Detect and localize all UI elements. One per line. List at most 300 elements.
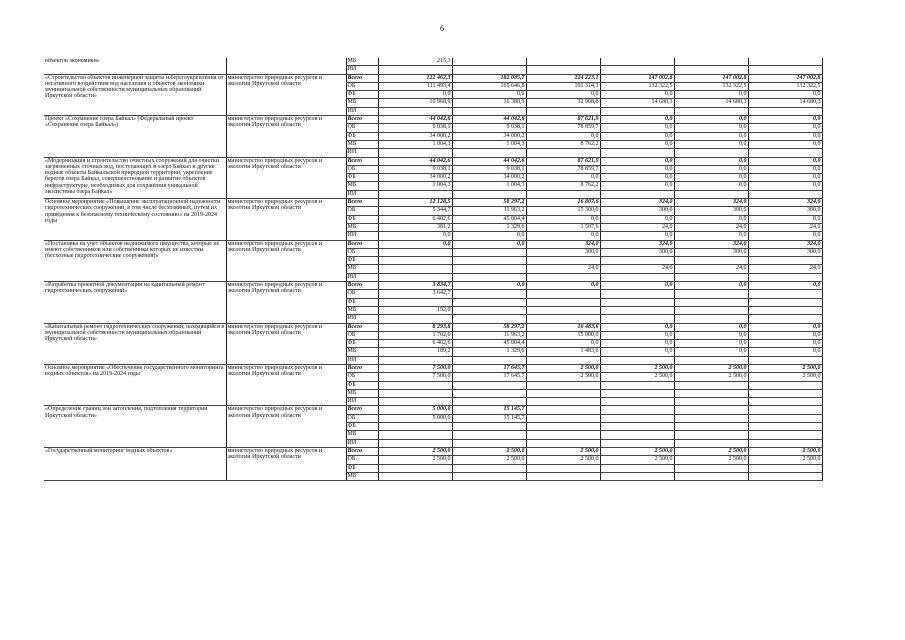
amount-cell: 0,0 bbox=[674, 182, 748, 190]
amount-cell: 2 500,0 bbox=[748, 447, 822, 455]
amount-cell bbox=[452, 423, 526, 431]
table-row bbox=[44, 157, 822, 165]
amount-cell: 0,0 bbox=[378, 232, 452, 240]
amount-cell: 6 402,6 bbox=[378, 215, 452, 223]
amount-cell: 7 500,0 bbox=[378, 373, 452, 381]
amount-cell: 2 500,0 bbox=[526, 373, 600, 381]
amount-cell: 8 293,8 bbox=[378, 323, 452, 331]
amount-cell bbox=[748, 298, 822, 306]
amount-cell: 1 507,6 bbox=[526, 223, 600, 231]
amount-cell bbox=[526, 273, 600, 281]
amount-cell: 182 035,7 bbox=[452, 74, 526, 82]
funding-source-cell: ИИ bbox=[346, 439, 378, 447]
amount-cell bbox=[748, 290, 822, 298]
amount-cell bbox=[674, 298, 748, 306]
amount-cell: 15 300,0 bbox=[526, 207, 600, 215]
amount-cell: 324,0 bbox=[600, 240, 674, 248]
funding-source-cell: Всего bbox=[346, 406, 378, 414]
amount-cell: 0,0 bbox=[748, 232, 822, 240]
amount-cell bbox=[600, 306, 674, 314]
funding-source-cell: МБ bbox=[346, 472, 378, 480]
amount-cell: 16 483,6 bbox=[526, 323, 600, 331]
amount-cell bbox=[452, 190, 526, 198]
amount-cell: 324,0 bbox=[674, 199, 748, 207]
funding-source-cell: МБ bbox=[346, 431, 378, 439]
funding-source-cell: ФБ bbox=[346, 298, 378, 306]
amount-cell: 24,0 bbox=[526, 265, 600, 273]
amount-cell: 0,0 bbox=[600, 132, 674, 140]
amount-cell: 0,0 bbox=[674, 157, 748, 165]
amount-cell: 0,0 bbox=[600, 232, 674, 240]
amount-cell: 0,0 bbox=[452, 232, 526, 240]
amount-cell bbox=[452, 290, 526, 298]
amount-cell bbox=[378, 356, 452, 364]
table-row bbox=[44, 58, 822, 66]
amount-cell: 2 500,0 bbox=[526, 364, 600, 372]
responsible-executor-cell: министерство природных ресурсов и экологии Иркутской области bbox=[226, 199, 346, 240]
amount-cell bbox=[748, 356, 822, 364]
amount-cell: 1 004,3 bbox=[452, 182, 526, 190]
event-name-cell: «Капитальный ремонт гидротехнических сооружений, находящийся в муниципальной собственности муниципальных образований Иркутской области» bbox=[44, 323, 226, 364]
amount-cell: 0,0 bbox=[748, 91, 822, 99]
funding-source-cell: Всего bbox=[346, 157, 378, 165]
amount-cell: 24,0 bbox=[600, 223, 674, 231]
amount-cell: 5 000,0 bbox=[378, 406, 452, 414]
amount-cell bbox=[674, 315, 748, 323]
amount-cell bbox=[600, 472, 674, 480]
amount-cell bbox=[600, 356, 674, 364]
amount-cell: 0,0 bbox=[748, 282, 822, 290]
amount-cell bbox=[378, 315, 452, 323]
amount-cell bbox=[748, 472, 822, 480]
funding-source-cell: ИИ bbox=[346, 398, 378, 406]
funding-source-cell: МБ bbox=[346, 140, 378, 148]
amount-cell: 0,0 bbox=[748, 340, 822, 348]
amount-cell: 16 388,9 bbox=[452, 99, 526, 107]
amount-cell: 1 329,6 bbox=[452, 223, 526, 231]
amount-cell bbox=[452, 381, 526, 389]
funding-source-cell: МБ bbox=[346, 99, 378, 107]
amount-cell bbox=[378, 265, 452, 273]
amount-cell bbox=[526, 414, 600, 422]
amount-cell: 0,0 bbox=[674, 282, 748, 290]
amount-cell: 0,0 bbox=[526, 282, 600, 290]
amount-cell: 324,0 bbox=[526, 240, 600, 248]
amount-cell: 2 500,0 bbox=[378, 447, 452, 455]
amount-cell: 44 042,6 bbox=[452, 157, 526, 165]
amount-cell: 45 004,4 bbox=[452, 215, 526, 223]
amount-cell: 0,0 bbox=[600, 215, 674, 223]
amount-cell: 0,0 bbox=[600, 165, 674, 173]
amount-cell: 1 004,3 bbox=[452, 140, 526, 148]
amount-cell bbox=[378, 423, 452, 431]
amount-cell: 324,0 bbox=[600, 199, 674, 207]
amount-cell bbox=[674, 431, 748, 439]
amount-cell: 12 128,5 bbox=[378, 199, 452, 207]
amount-cell bbox=[378, 273, 452, 281]
amount-cell: 0,0 bbox=[526, 91, 600, 99]
amount-cell: 300,0 bbox=[526, 248, 600, 256]
funding-source-cell: МБ bbox=[346, 182, 378, 190]
amount-cell bbox=[674, 257, 748, 265]
amount-cell bbox=[674, 381, 748, 389]
table-row bbox=[44, 74, 822, 82]
amount-cell: 122 462,3 bbox=[378, 74, 452, 82]
amount-cell bbox=[600, 406, 674, 414]
amount-cell: 132 322,5 bbox=[674, 82, 748, 90]
amount-cell: 16 807,6 bbox=[526, 199, 600, 207]
amount-cell: 2 500,0 bbox=[748, 364, 822, 372]
amount-cell bbox=[600, 298, 674, 306]
amount-cell: 9 038,1 bbox=[452, 124, 526, 132]
amount-cell: 58 297,2 bbox=[452, 323, 526, 331]
amount-cell: 300,0 bbox=[674, 207, 748, 215]
responsible-executor-cell: министерство природных ресурсов и экологии Иркутской области bbox=[226, 116, 346, 157]
event-name-cell: Основное мероприятие «Повышение эксплуатационной надежности гидротехнических сооружений, в том числе бесхозяйных, путем их приведения к безопасному техническому состоянию» на 2019-2024 годы bbox=[44, 199, 226, 240]
amount-cell bbox=[452, 464, 526, 472]
amount-cell bbox=[748, 306, 822, 314]
funding-source-cell: МБ bbox=[346, 223, 378, 231]
amount-cell: 24,0 bbox=[674, 223, 748, 231]
amount-cell: 1 329,6 bbox=[452, 348, 526, 356]
amount-cell bbox=[526, 315, 600, 323]
amount-cell: 0,0 bbox=[452, 282, 526, 290]
amount-cell bbox=[748, 464, 822, 472]
amount-cell bbox=[674, 306, 748, 314]
amount-cell bbox=[748, 439, 822, 447]
amount-cell bbox=[378, 66, 452, 74]
amount-cell: 0,0 bbox=[748, 116, 822, 124]
amount-cell: 45 004,4 bbox=[452, 340, 526, 348]
amount-cell: 78 859,7 bbox=[526, 124, 600, 132]
amount-cell bbox=[600, 381, 674, 389]
amount-cell bbox=[748, 107, 822, 115]
amount-cell: 0,0 bbox=[600, 340, 674, 348]
amount-cell: 0,0 bbox=[674, 140, 748, 148]
event-name-cell: «Постановка на учет объектов недвижимого имущества, которые не имеют собственников или собственники которых не известны (бесхозные гидротехнические сооружения)» bbox=[44, 240, 226, 281]
amount-cell bbox=[526, 356, 600, 364]
amount-cell: 1 004,3 bbox=[378, 182, 452, 190]
amount-cell bbox=[748, 273, 822, 281]
amount-cell: 11 963,2 bbox=[452, 207, 526, 215]
responsible-executor-cell: министерство природных ресурсов и экологии Иркутской области bbox=[226, 157, 346, 198]
table-row bbox=[44, 364, 822, 372]
amount-cell: 0,0 bbox=[674, 331, 748, 339]
amount-cell bbox=[526, 464, 600, 472]
amount-cell bbox=[526, 298, 600, 306]
amount-cell: 24,0 bbox=[748, 265, 822, 273]
amount-cell: 2 500,0 bbox=[674, 447, 748, 455]
amount-cell bbox=[378, 431, 452, 439]
amount-cell: 0,0 bbox=[674, 124, 748, 132]
amount-cell: 0,0 bbox=[600, 348, 674, 356]
amount-cell bbox=[674, 472, 748, 480]
amount-cell: 165 646,8 bbox=[452, 82, 526, 90]
amount-cell: 111 493,4 bbox=[378, 82, 452, 90]
amount-cell bbox=[526, 439, 600, 447]
amount-cell: 0,0 bbox=[600, 331, 674, 339]
amount-cell: 0,0 bbox=[674, 174, 748, 182]
amount-cell: 0,0 bbox=[748, 132, 822, 140]
event-name-cell: Проект «Сохранение озера Байкал» (Федеральный проект «Сохранение озера Байкал») bbox=[44, 116, 226, 157]
amount-cell: 24,0 bbox=[748, 223, 822, 231]
amount-cell: 0,0 bbox=[600, 140, 674, 148]
amount-cell: 0,0 bbox=[526, 174, 600, 182]
amount-cell bbox=[378, 389, 452, 397]
event-name-cell: «Разработка проектной документации на капитальный ремонт гидротехнических сооружений» bbox=[44, 282, 226, 323]
amount-cell: 87 621,9 bbox=[526, 157, 600, 165]
amount-cell bbox=[748, 398, 822, 406]
amount-cell: 0,0 bbox=[452, 240, 526, 248]
funding-source-cell: ФБ bbox=[346, 257, 378, 265]
amount-cell: 300,0 bbox=[748, 248, 822, 256]
amount-cell: 87 621,9 bbox=[526, 116, 600, 124]
funding-source-cell: МБ bbox=[346, 265, 378, 273]
event-name-cell: Основное мероприятие «Обеспечение государственного мониторинга водных объектов» на 2019-2024 годы bbox=[44, 364, 226, 405]
amount-cell bbox=[748, 381, 822, 389]
amount-cell: 0,0 bbox=[674, 132, 748, 140]
amount-cell bbox=[748, 431, 822, 439]
amount-cell bbox=[452, 389, 526, 397]
amount-cell bbox=[748, 414, 822, 422]
table-row bbox=[44, 240, 822, 248]
funding-source-cell: ИИ bbox=[346, 190, 378, 198]
event-name-cell: «Определение границ зон затопления, подтопления территории Иркутской области» bbox=[44, 406, 226, 447]
responsible-executor-cell: министерство природных ресурсов и экологии Иркутской области bbox=[226, 364, 346, 405]
amount-cell bbox=[748, 406, 822, 414]
amount-cell bbox=[526, 149, 600, 157]
amount-cell bbox=[378, 149, 452, 157]
amount-cell bbox=[452, 66, 526, 74]
amount-cell bbox=[526, 423, 600, 431]
amount-cell bbox=[674, 389, 748, 397]
amount-cell: 15 145,7 bbox=[452, 414, 526, 422]
amount-cell: 3 834,7 bbox=[378, 282, 452, 290]
amount-cell bbox=[600, 190, 674, 198]
amount-cell: 2 500,0 bbox=[600, 456, 674, 464]
amount-cell: 300,0 bbox=[748, 207, 822, 215]
amount-cell: 0,0 bbox=[600, 157, 674, 165]
amount-cell bbox=[674, 398, 748, 406]
amount-cell: 2 500,0 bbox=[674, 456, 748, 464]
funding-source-cell: Всего bbox=[346, 323, 378, 331]
amount-cell bbox=[526, 398, 600, 406]
event-name-cell: «Государственный мониторинг водных объектов» bbox=[44, 447, 226, 480]
funding-source-cell: ФБ bbox=[346, 91, 378, 99]
amount-cell: 17 645,7 bbox=[452, 373, 526, 381]
funding-source-cell: ОБ bbox=[346, 165, 378, 173]
responsible-executor-cell: министерство природных ресурсов и экологии Иркутской области bbox=[226, 406, 346, 447]
funding-source-cell: ФБ bbox=[346, 423, 378, 431]
amount-cell bbox=[674, 439, 748, 447]
amount-cell bbox=[452, 439, 526, 447]
amount-cell: 215,3 bbox=[378, 58, 452, 66]
amount-cell bbox=[378, 248, 452, 256]
amount-cell bbox=[378, 472, 452, 480]
amount-cell: 5 000,0 bbox=[378, 414, 452, 422]
amount-cell: 9 038,1 bbox=[452, 165, 526, 173]
funding-source-cell: МБ bbox=[346, 58, 378, 66]
amount-cell bbox=[748, 149, 822, 157]
amount-cell bbox=[748, 389, 822, 397]
amount-cell: 2 500,0 bbox=[600, 364, 674, 372]
funding-source-cell: ФБ bbox=[346, 174, 378, 182]
amount-cell: 300,0 bbox=[600, 248, 674, 256]
amount-cell bbox=[378, 107, 452, 115]
responsible-executor-cell: министерство природных ресурсов и экологии Иркутской области bbox=[226, 240, 346, 281]
funding-source-cell: Всего bbox=[346, 447, 378, 455]
amount-cell: 147 002,8 bbox=[748, 74, 822, 82]
amount-cell: 0,0 bbox=[748, 348, 822, 356]
amount-cell: 0,0 bbox=[526, 340, 600, 348]
amount-cell bbox=[452, 149, 526, 157]
amount-cell: 0,0 bbox=[674, 340, 748, 348]
funding-source-cell: ОБ bbox=[346, 290, 378, 298]
amount-cell: 0,0 bbox=[674, 348, 748, 356]
funding-source-cell: ОБ bbox=[346, 373, 378, 381]
amount-cell bbox=[452, 356, 526, 364]
amount-cell: 0,0 bbox=[600, 124, 674, 132]
amount-cell: 15 000,0 bbox=[526, 331, 600, 339]
amount-cell: 2 500,0 bbox=[748, 373, 822, 381]
amount-cell bbox=[378, 439, 452, 447]
table-row bbox=[44, 447, 822, 455]
amount-cell bbox=[452, 472, 526, 480]
amount-cell bbox=[748, 66, 822, 74]
amount-cell bbox=[674, 356, 748, 364]
amount-cell: 1 004,3 bbox=[378, 140, 452, 148]
funding-source-cell: ОБ bbox=[346, 414, 378, 422]
amount-cell bbox=[600, 431, 674, 439]
funding-source-cell: ФБ bbox=[346, 340, 378, 348]
responsible-executor-cell: министерство природных ресурсов и экологии Иркутской области bbox=[226, 282, 346, 323]
amount-cell bbox=[378, 257, 452, 265]
table-row bbox=[44, 199, 822, 207]
amount-cell bbox=[674, 273, 748, 281]
amount-cell: 0,0 bbox=[600, 282, 674, 290]
event-name-cell: «Модернизация и строительство очистных сооружений для очистки загрязненных сточных вод, поступающих в озеро Байкал и другие водные объекты Байкальской природной территории, укрепление берегов озера Байкал, совершенствование и развитие объектов инфраструктуры, необходимых для сохранения уникальной экосистемы озера Байкал» bbox=[44, 157, 226, 198]
funding-source-cell: Всего bbox=[346, 240, 378, 248]
amount-cell bbox=[600, 66, 674, 74]
amount-cell: 381,2 bbox=[378, 223, 452, 231]
amount-cell bbox=[452, 315, 526, 323]
amount-cell: 14 680,3 bbox=[674, 99, 748, 107]
amount-cell bbox=[452, 398, 526, 406]
amount-cell bbox=[674, 406, 748, 414]
amount-cell: 15 145,7 bbox=[452, 406, 526, 414]
amount-cell: 2 500,0 bbox=[526, 447, 600, 455]
amount-cell: 2 500,0 bbox=[452, 456, 526, 464]
amount-cell bbox=[378, 190, 452, 198]
funding-source-cell: Всего bbox=[346, 199, 378, 207]
amount-cell bbox=[452, 257, 526, 265]
funding-source-cell: ОБ bbox=[346, 124, 378, 132]
amount-cell: 0,0 bbox=[600, 116, 674, 124]
amount-cell: 0,0 bbox=[748, 174, 822, 182]
amount-cell: 17 645,7 bbox=[452, 364, 526, 372]
amount-cell bbox=[600, 149, 674, 157]
funding-source-cell: ФБ bbox=[346, 381, 378, 389]
amount-cell: 0,0 bbox=[748, 331, 822, 339]
amount-cell: 0,0 bbox=[674, 116, 748, 124]
amount-cell: 78 859,7 bbox=[526, 165, 600, 173]
amount-cell: 0,0 bbox=[600, 174, 674, 182]
amount-cell: 2 500,0 bbox=[600, 447, 674, 455]
amount-cell bbox=[600, 398, 674, 406]
funding-source-cell: МБ bbox=[346, 306, 378, 314]
amount-cell bbox=[526, 58, 600, 66]
amount-cell bbox=[748, 315, 822, 323]
responsible-executor-cell: министерство природных ресурсов и экологии Иркутской области bbox=[226, 323, 346, 364]
amount-cell bbox=[526, 190, 600, 198]
amount-cell: 0,0 bbox=[526, 132, 600, 140]
amount-cell: 1 702,0 bbox=[378, 331, 452, 339]
amount-cell: 7 500,0 bbox=[378, 364, 452, 372]
amount-cell bbox=[600, 389, 674, 397]
funding-source-cell: Всего bbox=[346, 364, 378, 372]
amount-cell: 0,0 bbox=[674, 165, 748, 173]
amount-cell: 2 500,0 bbox=[674, 364, 748, 372]
amount-cell: 300,0 bbox=[600, 207, 674, 215]
amount-cell: 0,0 bbox=[748, 182, 822, 190]
amount-cell: 0,0 bbox=[674, 232, 748, 240]
amount-cell: 44 042,6 bbox=[378, 116, 452, 124]
amount-cell: 44 042,6 bbox=[452, 116, 526, 124]
amount-cell bbox=[600, 315, 674, 323]
amount-cell: 2 500,0 bbox=[526, 456, 600, 464]
amount-cell bbox=[526, 257, 600, 265]
amount-cell: 34 000,2 bbox=[452, 132, 526, 140]
amount-cell: 24,0 bbox=[600, 265, 674, 273]
amount-cell: 44 042,6 bbox=[378, 157, 452, 165]
amount-cell: 0,0 bbox=[452, 91, 526, 99]
amount-cell: 34 000,2 bbox=[378, 132, 452, 140]
amount-cell bbox=[600, 464, 674, 472]
event-name-cell: объектов экономики» bbox=[44, 58, 226, 74]
funding-source-cell: ФБ bbox=[346, 464, 378, 472]
amount-cell: 324,0 bbox=[674, 240, 748, 248]
amount-cell bbox=[378, 381, 452, 389]
amount-cell: 58 297,2 bbox=[452, 199, 526, 207]
amount-cell: 2 500,0 bbox=[452, 447, 526, 455]
amount-cell bbox=[452, 298, 526, 306]
amount-cell: 5 344,7 bbox=[378, 207, 452, 215]
funding-source-cell: ИИ bbox=[346, 66, 378, 74]
amount-cell: 2 500,0 bbox=[748, 456, 822, 464]
amount-cell: 3 642,7 bbox=[378, 290, 452, 298]
amount-cell bbox=[674, 414, 748, 422]
amount-cell bbox=[674, 107, 748, 115]
funding-source-cell: ФБ bbox=[346, 215, 378, 223]
funding-source-cell: ИИ bbox=[346, 149, 378, 157]
amount-cell: 9 038,1 bbox=[378, 124, 452, 132]
amount-cell: 0,0 bbox=[748, 124, 822, 132]
amount-cell bbox=[526, 389, 600, 397]
amount-cell: 132 322,5 bbox=[748, 82, 822, 90]
amount-cell bbox=[452, 431, 526, 439]
amount-cell bbox=[674, 149, 748, 157]
funding-source-cell: ОБ bbox=[346, 248, 378, 256]
amount-cell: 14 680,3 bbox=[600, 99, 674, 107]
amount-cell: 0,0 bbox=[600, 323, 674, 331]
funding-source-cell: ИИ bbox=[346, 273, 378, 281]
funding-source-cell: МБ bbox=[346, 348, 378, 356]
amount-cell bbox=[526, 107, 600, 115]
amount-cell: 2 500,0 bbox=[600, 373, 674, 381]
funding-source-cell: ИИ bbox=[346, 315, 378, 323]
amount-cell bbox=[526, 306, 600, 314]
amount-cell bbox=[600, 107, 674, 115]
